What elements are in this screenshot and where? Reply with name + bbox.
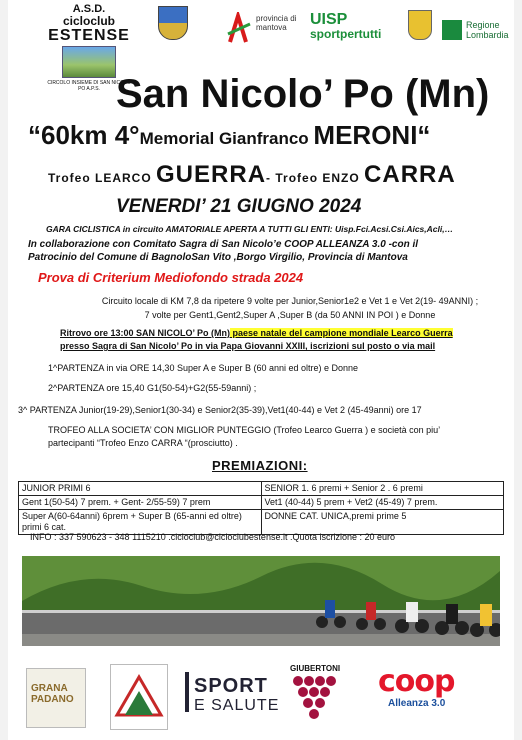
municipality-crest-icon xyxy=(158,6,188,40)
sport-e-salute-logo xyxy=(194,676,279,716)
table-row xyxy=(19,482,504,496)
memorial-part2: Memorial Gianfranco xyxy=(139,129,314,148)
regione-text: Regione Lombardia xyxy=(466,20,509,40)
table-cell: Vet1 (40-44) 5 prem + Vet2 (45-49) 7 prem. xyxy=(261,496,504,510)
town-crest-icon xyxy=(408,10,432,40)
sport-text: SPORT xyxy=(194,675,268,697)
memorial-part1: “60km 4° xyxy=(28,120,140,150)
grana-text: GRANA PADANO xyxy=(31,683,74,705)
trofeo-b1: GUERRA xyxy=(156,161,267,188)
ritrovo-highlight: paese natale del campione mondiale Learco Guerra xyxy=(230,328,453,338)
uisp-text: UISP xyxy=(310,11,348,28)
club-line3: ESTENSE xyxy=(48,27,130,44)
circuito-line1: Circuito locale di KM 7,8 da ripetere 9 volte per Junior,Senior1e2 e Vet 1 e Vet 2(19- 49ANNI) ; xyxy=(101,296,479,306)
premiazioni-table xyxy=(18,481,504,535)
mantova-mark-icon xyxy=(226,12,252,46)
ritrovo-address: presso Sagra di San Nicolo’ Po in via Papa Giovanni XXIII, iscrizioni sul posto o via mail xyxy=(60,341,436,351)
partenza-3: 3^ PARTENZA Junior(19-29),Senior1(30-34) e Senior2(35-39),Vet1(40-44) e Vet 2 (45-49anni) ore 17 xyxy=(18,405,422,415)
collab-line2: Patrocinio del Comune di BagnoloSan Vito ,Borgo Virgilio, Provincia di Mantova xyxy=(28,252,408,263)
memorial-part4: “ xyxy=(417,120,431,150)
sponsor-logo-2 xyxy=(110,664,168,730)
grana-padano-logo xyxy=(26,668,86,728)
memorial-part3: MERONI xyxy=(313,120,418,150)
circuito-text xyxy=(68,294,512,322)
race-photo xyxy=(22,556,500,646)
provincia-mantova-logo xyxy=(226,8,306,60)
collab-line1: In collaborazione con Comitato Sagra di San Nicolo’e COOP ALLEANZA 3.0 -con il xyxy=(28,239,419,250)
table-cell: Super A(60-64anni) 6prem + Super B (65-anni ed oltre) primi 6 cat. xyxy=(19,510,262,535)
table-cell: DONNE CAT. UNICA,premi prime 5 xyxy=(261,510,504,535)
table-cell: SENIOR 1. 6 premi + Senior 2 . 6 premi xyxy=(261,482,504,496)
sponsor-emblem-icon xyxy=(111,665,167,729)
circuito-line2: 7 volte per Gent1,Gent2,Super A ,Super B (da 50 ANNI IN POI ) e Donne xyxy=(144,310,436,320)
uisp-sub: sportpertutti xyxy=(310,27,382,41)
trofeo-s1: Trofeo LEARCO xyxy=(48,171,157,185)
poster xyxy=(8,0,514,740)
trofeo-line xyxy=(48,160,456,193)
coop-text: coop xyxy=(378,664,455,699)
club-landscape-icon xyxy=(62,46,116,78)
table-cell: Gent 1(50-54) 7 prem. + Gent- 2/55-59) 7 prem xyxy=(19,496,262,510)
partenza-1: 1^PARTENZA in via ORE 14,30 Super A e Super B (60 anni ed oltre) e Donne xyxy=(48,363,359,373)
event-date: VENERDI’ 21 GIUGNO 2024 xyxy=(116,196,362,217)
giubertoni-text: GIUBERTONI xyxy=(290,664,341,673)
alleanza-text: Alleanza 3.0 xyxy=(388,698,446,709)
table-row xyxy=(19,496,504,510)
trofeo-s2: - Trofeo ENZO xyxy=(266,171,365,185)
trofeo-b2: CARRA xyxy=(364,161,456,188)
premiazioni-title: PREMIAZIONI: xyxy=(212,458,308,473)
partenza-2: 2^PARTENZA ore 15,40 G1(50-54)+G2(55-59anni) ; xyxy=(48,383,257,393)
giubertoni-logo xyxy=(290,664,341,724)
ritrovo-time: Ritrovo ore 13:00 SAN NICOLO’ Po (Mn) xyxy=(60,328,231,338)
ritrovo-block xyxy=(60,327,453,353)
regione-mark-icon xyxy=(442,20,462,40)
uisp-logo xyxy=(310,12,400,41)
coop-logo xyxy=(378,666,478,714)
sport-bar-icon xyxy=(185,672,189,712)
club-line1: A.S.D. xyxy=(72,3,106,15)
trofeo-societa-line2: partecipanti “Trofeo Enzo CARRA “(prosciutto) . xyxy=(48,438,238,448)
mantova-text: provincia di mantova xyxy=(256,14,297,32)
memorial-line xyxy=(28,120,430,155)
prova-heading: Prova di Criterium Mediofondo strada 2024 xyxy=(38,270,304,285)
collaboration-text xyxy=(28,238,508,264)
grapes-icon xyxy=(290,673,338,721)
club-line2: cicloclub xyxy=(62,14,115,28)
event-title: San Nicolo’ Po (Mn) xyxy=(116,72,490,116)
gara-description: GARA CICLISTICA in circuito AMATORIALE APERTA A TUTTI GLI ENTI: Uisp.Fci.Acsi.Csi.Aics,Acli,… xyxy=(46,224,454,234)
salute-text: E SALUTE xyxy=(194,697,280,714)
table-row xyxy=(19,510,504,535)
trofeo-societa-line1: TROFEO ALLA SOCIETA’ CON MIGLIOR PUNTEGGIO (Trofeo Learco Guerra ) e società con piu’ xyxy=(48,425,441,435)
info-line: INFO : 337 590623 - 348 1115210 .cicloclub@cicloclubestense.it .Quota iscrizione : 20 euro xyxy=(30,532,396,542)
table-cell: JUNIOR PRIMI 6 xyxy=(19,482,262,496)
club-caption: CIRCOLO INSIEME DI SAN NICOLÒ PO A.P.S. xyxy=(47,80,131,92)
regione-lombardia-logo xyxy=(442,18,522,48)
